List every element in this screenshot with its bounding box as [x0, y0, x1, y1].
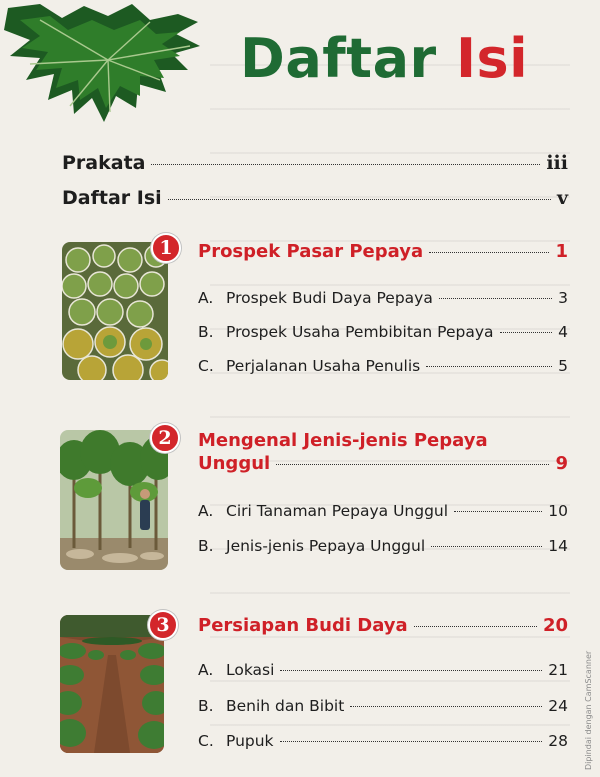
- toc-chapter-3[interactable]: Persiapan Budi Daya 20: [198, 615, 568, 636]
- page-title: Daftar Isi: [240, 27, 529, 90]
- toc-section-2b[interactable]: B. Jenis-jenis Pepaya Unggul 14: [198, 537, 568, 555]
- toc-entry-daftar-isi[interactable]: Daftar Isi v: [62, 187, 568, 209]
- toc-chapter-2[interactable]: Unggul 9: [198, 453, 568, 474]
- toc-section-3c[interactable]: C. Pupuk 28: [198, 732, 568, 750]
- toc-section-3b[interactable]: B. Benih dan Bibit 24: [198, 697, 568, 715]
- toc-section-3a[interactable]: A. Lokasi 21: [198, 661, 568, 679]
- camscanner-watermark: Dipindai dengan CamScanner: [584, 650, 593, 770]
- papaya-plantation-photo: [60, 430, 168, 570]
- seedling-field-photo: [60, 615, 164, 753]
- toc-entry-prakata[interactable]: Prakata iii: [62, 152, 568, 174]
- papaya-fruits-photo: [62, 242, 168, 380]
- toc-section-2a[interactable]: A. Ciri Tanaman Pepaya Unggul 10: [198, 502, 568, 520]
- toc-section-1c[interactable]: C. Perjalanan Usaha Penulis 5: [198, 357, 568, 375]
- chapter-3-badge: 3: [148, 610, 178, 640]
- chapter-1-badge: 1: [151, 233, 181, 263]
- toc-chapter-2-title: Mengenal Jenis-jenis Pepaya: [198, 430, 488, 451]
- toc-section-1a[interactable]: A. Prospek Budi Daya Pepaya 3: [198, 289, 568, 307]
- toc-section-1b[interactable]: B. Prospek Usaha Pembibitan Pepaya 4: [198, 323, 568, 341]
- papaya-leaf-icon: [0, 0, 215, 140]
- toc-chapter-1[interactable]: Prospek Pasar Pepaya 1: [198, 241, 568, 262]
- chapter-2-badge: 2: [150, 423, 180, 453]
